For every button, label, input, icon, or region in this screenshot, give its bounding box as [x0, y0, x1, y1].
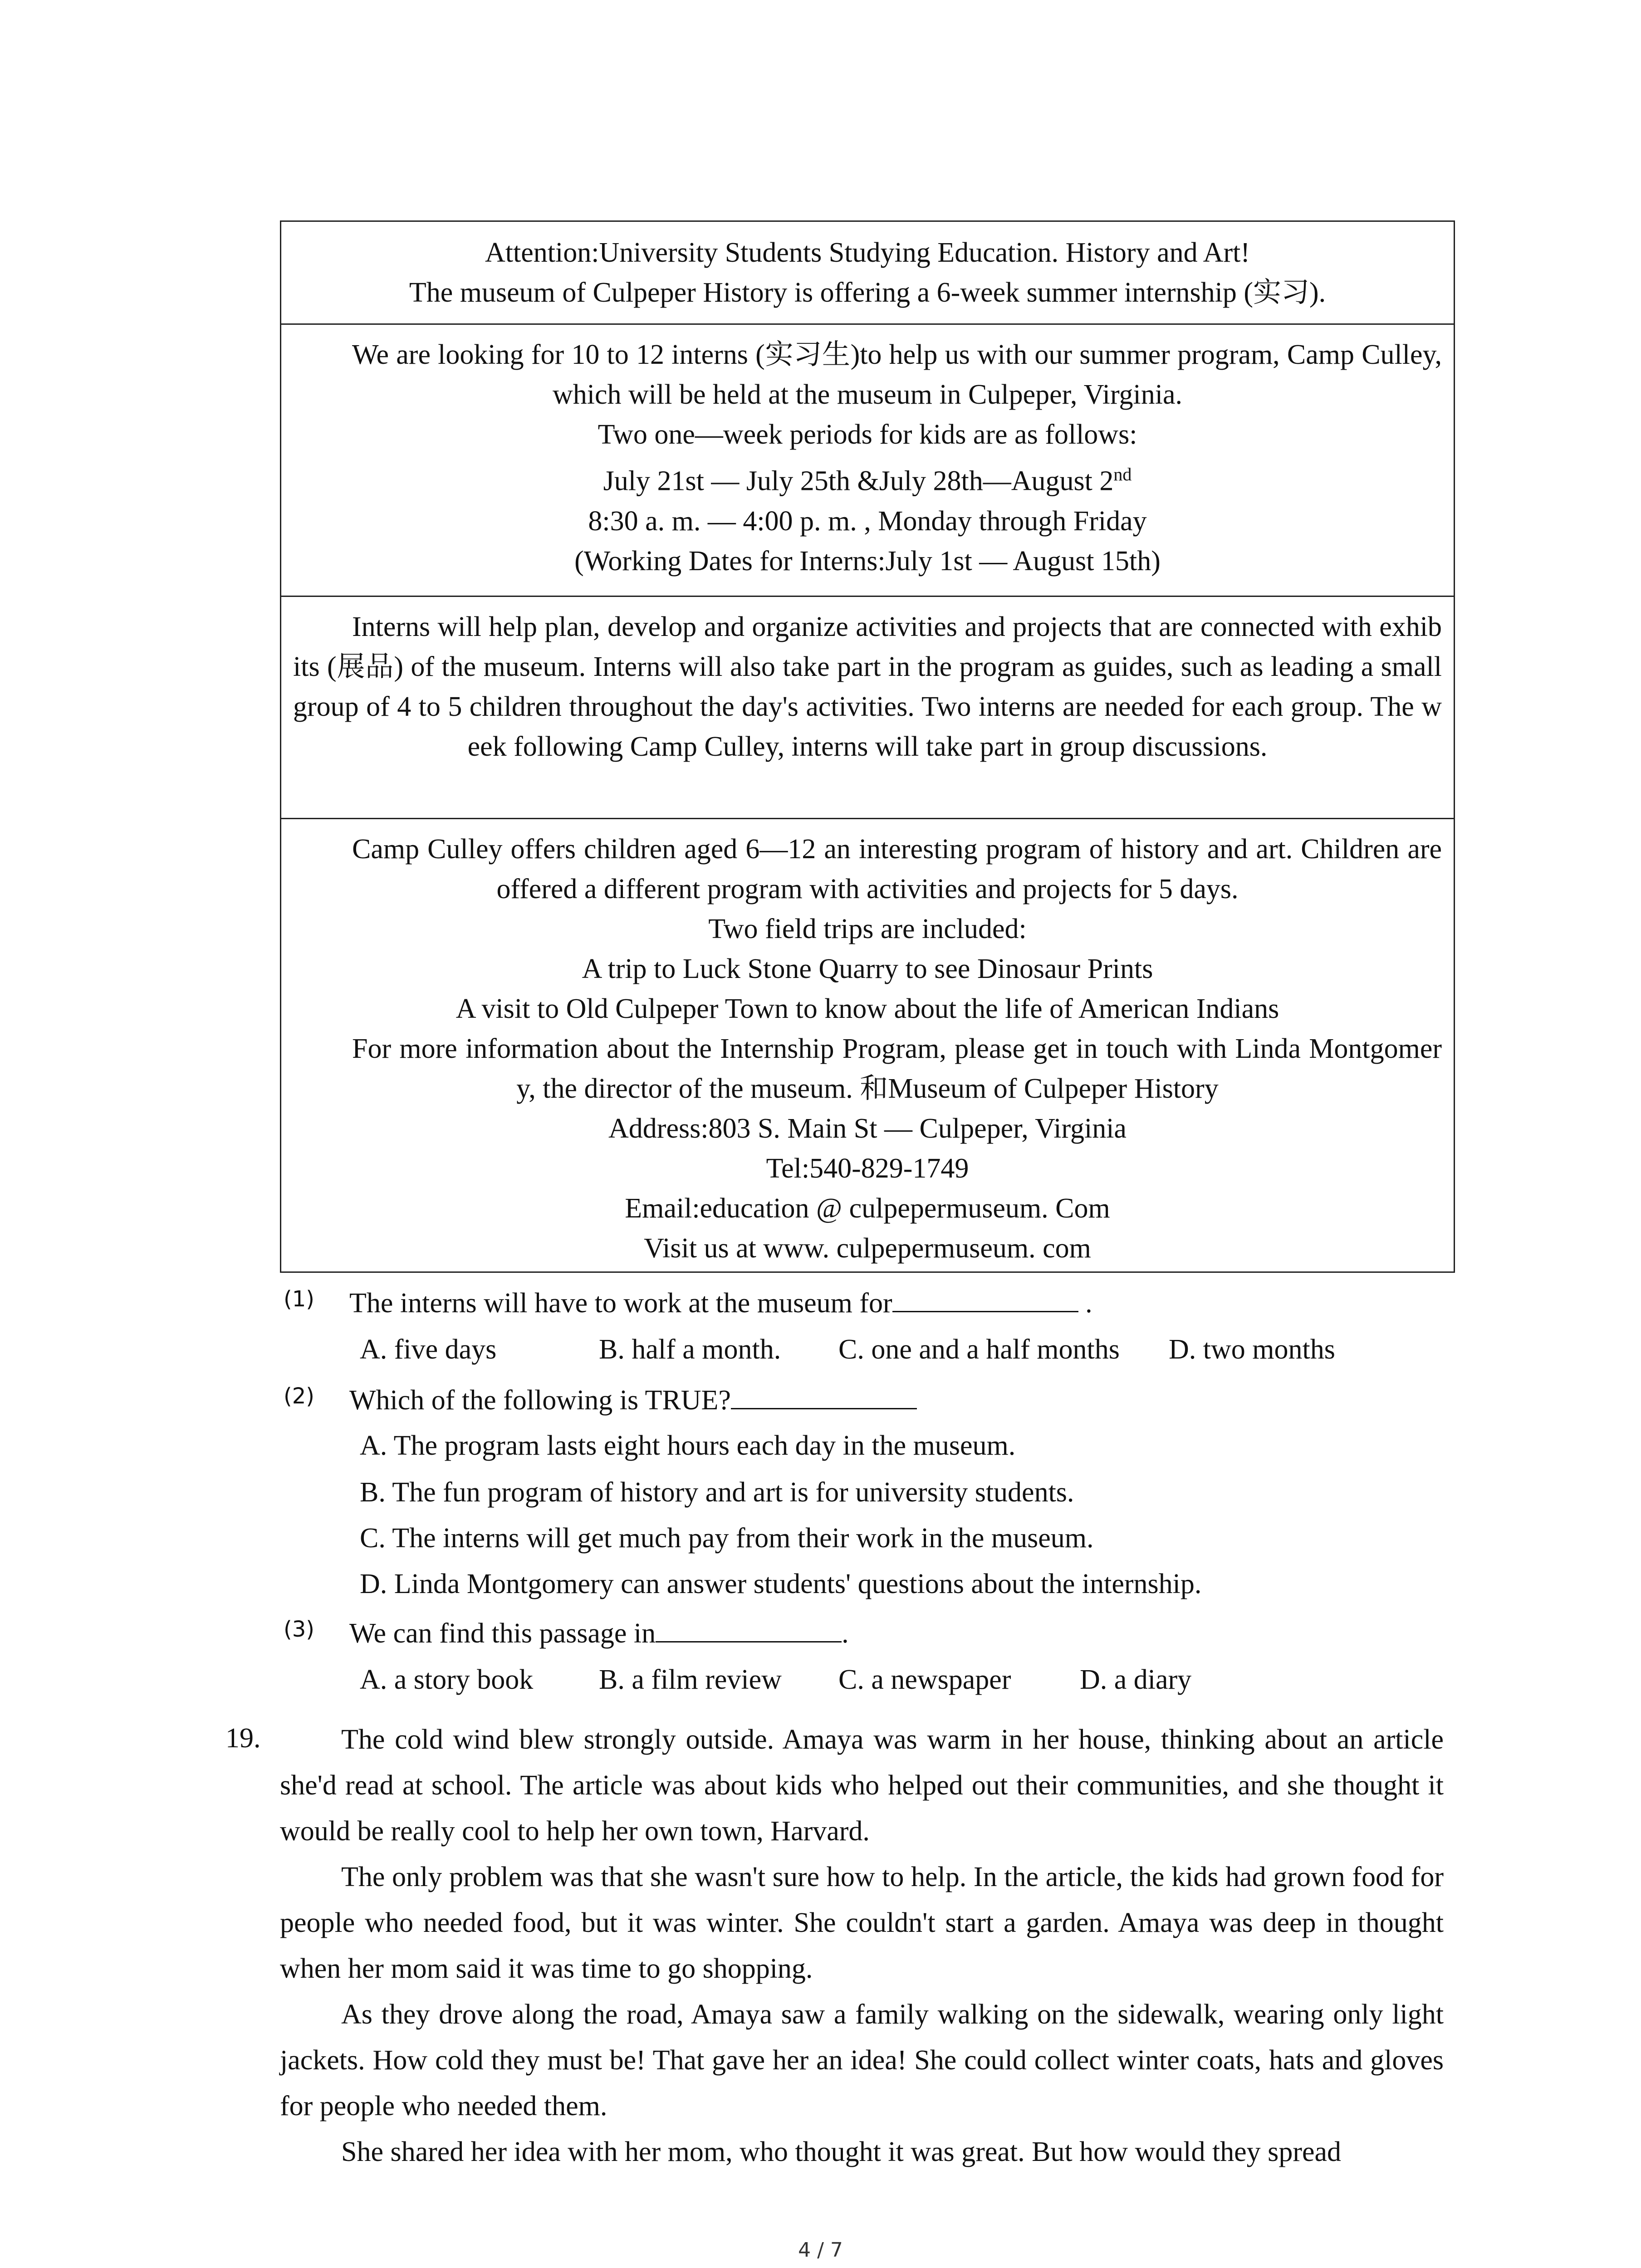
schedule-dates: July 21st — July 25th &July 28th—August 2nd: [603, 464, 1132, 497]
question-number: (2): [284, 1383, 314, 1409]
passage-paragraph: She shared her idea with her mom, who thought it was great. But how would they spread: [341, 2136, 1341, 2167]
option-d[interactable]: D. a diary: [1080, 1664, 1192, 1695]
passage-number: 19.: [225, 1723, 261, 1754]
program-trip-2: A visit to Old Culpeper Town to know about the life of American Indians: [456, 993, 1279, 1024]
passage-paragraph: As they drove along the road, Amaya saw a family walking on the sidewalk, wearing only light jackets. How cold they must be! That gave her an idea! She could collect winter coats, hats and gloves for people who needed them.: [280, 1999, 1444, 2121]
program-trip-1: A trip to Luck Stone Quarry to see Dinosaur Prints: [582, 953, 1153, 984]
passage-paragraph: The cold wind blew strongly outside. Amaya was warm in her house, thinking about an article she'd read at school. The article was about kids who helped out their communities, and she thought it would be really cool to help her own town, Harvard.: [280, 1724, 1444, 1847]
question-stem: Which of the following is TRUE?: [349, 1384, 917, 1417]
option-b[interactable]: B. a film review: [599, 1664, 782, 1695]
program-intro: Camp Culley offers children aged 6—12 an interesting program of history and art. Children are offered a different program with activities and projects for 5 days.: [352, 834, 1442, 904]
duties-text: Interns will help plan, develop and organize activities and projects that are connected with exhibits (展品) of the museum. Interns will also take part in the program as guides, such as leading a small group of 4 to 5 children throughout the day's activities. Two interns are needed for each group. The week following Camp Culley, interns will take part in group discussions.: [293, 611, 1442, 762]
option-a[interactable]: A. a story book: [360, 1664, 534, 1695]
notice-subtitle: The museum of Culpeper History is offering a 6-week summer internship (实习).: [409, 277, 1326, 308]
option-c[interactable]: C. The interns will get much pay from their work in the museum.: [360, 1523, 1094, 1554]
question-number: (3): [284, 1617, 314, 1642]
contact-address: Address:803 S. Main St — Culpeper, Virginia: [608, 1113, 1127, 1144]
program-contact: For more information about the Internship Program, please get in touch with Linda Montgomery, the director of the museum. 和Museum of Culpeper History: [352, 1033, 1442, 1104]
contact-tel: Tel:540-829-1749: [766, 1153, 969, 1184]
option-b[interactable]: B. The fun program of history and art is for university students.: [360, 1477, 1074, 1508]
answer-blank[interactable]: [731, 1385, 917, 1409]
option-a[interactable]: A. The program lasts eight hours each day in the museum.: [360, 1430, 1016, 1461]
notice-title: Attention:University Students Studying Education. History and Art!: [485, 237, 1250, 268]
schedule-hours: 8:30 a. m. — 4:00 p. m. , Monday through Friday: [588, 505, 1147, 537]
page-number: 4 / 7: [798, 2239, 843, 2262]
question-stem: The interns will have to work at the museum for .: [349, 1288, 1092, 1319]
notice-header: [281, 222, 1454, 323]
question-stem: We can find this passage in .: [349, 1618, 849, 1649]
option-c[interactable]: C. a newspaper: [838, 1664, 1011, 1695]
notice-schedule: [281, 323, 1454, 596]
schedule-periods: Two one—week periods for kids are as follows:: [598, 419, 1137, 450]
schedule-intro: We are looking for 10 to 12 interns (实习生)to help us with our summer program, Camp Culley, which will be held at the museum in Culpeper, Virginia.: [352, 339, 1442, 410]
answer-blank[interactable]: [892, 1288, 1078, 1312]
notice-duties: [281, 596, 1454, 818]
option-a[interactable]: A. five days: [360, 1334, 497, 1365]
option-b[interactable]: B. half a month.: [599, 1334, 781, 1365]
option-c[interactable]: C. one and a half months: [838, 1334, 1120, 1365]
contact-website: Visit us at www. culpepermuseum. com: [644, 1233, 1091, 1264]
question-number: (1): [284, 1286, 314, 1312]
passage-paragraph: The only problem was that she wasn't sure how to help. In the article, the kids had grown food for people who needed food, but it was winter. She couldn't start a garden. Amaya was deep in thought when her mom said it was time to go shopping.: [280, 1862, 1444, 1984]
notice-box: [280, 220, 1455, 1273]
answer-blank[interactable]: [656, 1618, 842, 1642]
schedule-intern-dates: (Working Dates for Interns:July 1st — August 15th): [574, 545, 1161, 577]
option-d[interactable]: D. two months: [1169, 1334, 1335, 1365]
contact-email: Email:education @ culpepermuseum. Com: [625, 1193, 1110, 1224]
option-d[interactable]: D. Linda Montgomery can answer students' questions about the internship.: [360, 1569, 1202, 1599]
notice-program: [281, 818, 1454, 1271]
program-trips-title: Two field trips are included:: [708, 914, 1027, 944]
